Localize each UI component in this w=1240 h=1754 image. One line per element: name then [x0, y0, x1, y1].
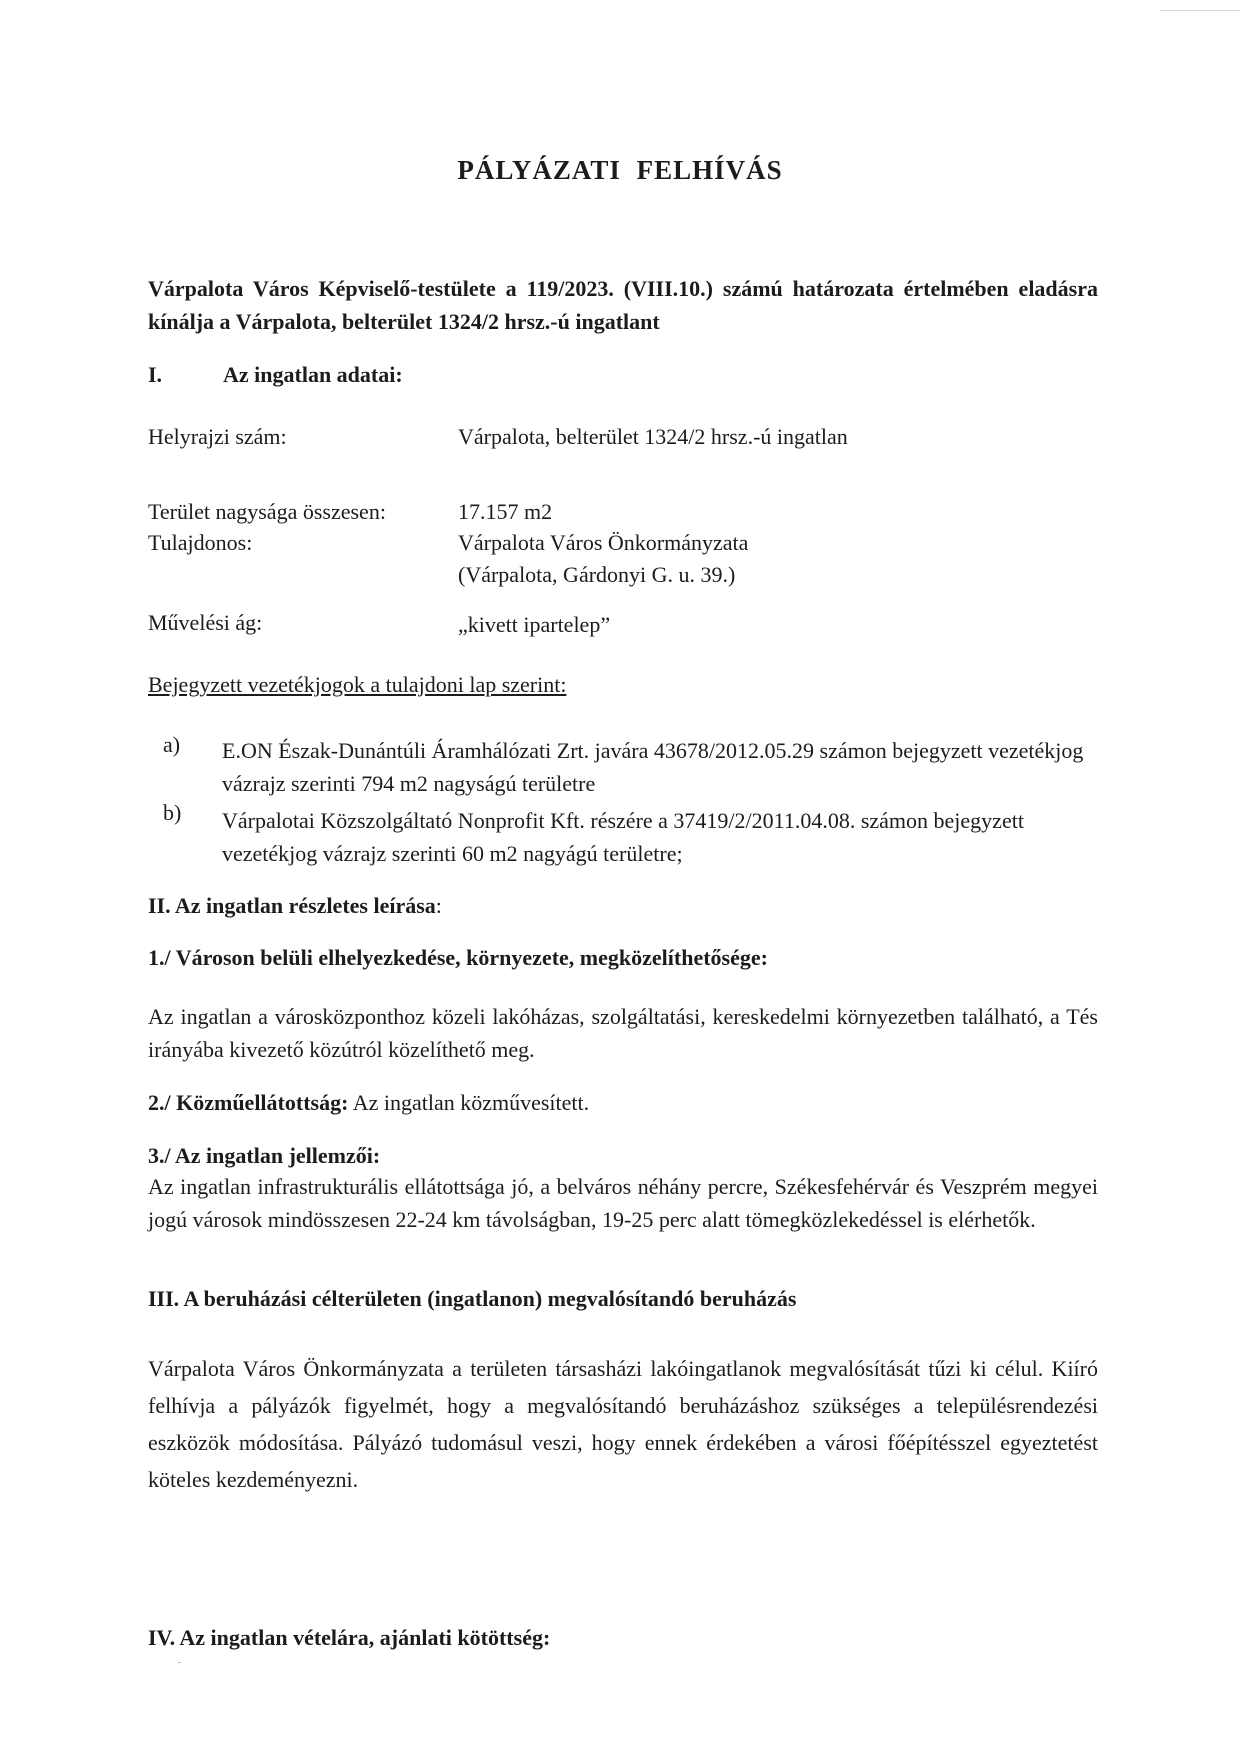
easement-a-marker: a)	[163, 732, 181, 757]
parcel-number-label: Helyrajzi szám:	[148, 424, 287, 449]
section-2-sub2	[148, 1090, 589, 1116]
section-2-sub1-title: 1./ Városon belüli elhelyezkedése, környezete, megközelíthetősége:	[148, 945, 768, 970]
easement-b-marker: b)	[163, 800, 182, 825]
document-title: PÁLYÁZATI FELHÍVÁS	[457, 155, 783, 185]
scan-speck	[178, 1662, 181, 1663]
section-2-sub3-text: Az ingatlan infrastrukturális ellátottsága jó, a belváros néhány percre, Székesfehérvár és Veszprém megyei jogú városok mindösszesen 22-24 km távolságban, 19-25 perc alatt tömegközlekedéssel is elérhetők.	[148, 1174, 1098, 1232]
easement-a-text: E.ON Észak-Dunántúli Áramhálózati Zrt. javára 43678/2012.05.29 számon bejegyzett vezetékjog vázrajz szerinti 794 m2 nagyságú területre	[222, 738, 1084, 796]
cultivation-label: Művelési ág:	[148, 610, 263, 635]
parcel-number-value: Várpalota, belterület 1324/2 hrsz.-ú ingatlan	[458, 424, 848, 449]
section-2-sub2-text: Az ingatlan közművesített.	[348, 1090, 590, 1115]
owner-value: Várpalota Város Önkormányzata	[458, 530, 749, 555]
area-label: Terület nagysága összesen:	[148, 499, 386, 524]
section-2-title	[148, 893, 442, 919]
easement-b-text: Várpalotai Közszolgáltató Nonprofit Kft. részére a 37419/2/2011.04.08. számon bejegyzett vezetékjog vázrajz szerinti 60 m2 nagyágú területre;	[222, 808, 1024, 866]
section-2-sub2-title: 2./ Közműellátottság:	[148, 1090, 349, 1115]
section-2-title-colon: :	[435, 893, 442, 918]
section-3-text: Várpalota Város Önkormányzata a területen társasházi lakóingatlanok megvalósítását tűzi ki célul. Kiíró felhívja a pályázók figyelmét, hogy a megvalósítandó beruházáshoz szükséges a településrendezési eszközök módosítása. Pályázó tudomásul veszi, hogy ennek érdekében a városi főépítésszel egyeztetést köteles kezdeményezni.	[148, 1356, 1098, 1492]
section-1-number: I.	[148, 362, 163, 387]
scan-edge-line	[1160, 10, 1240, 11]
owner-label: Tulajdonos:	[148, 530, 253, 555]
cultivation-value: „kivett ipartelep”	[458, 612, 611, 637]
section-1-title: Az ingatlan adatai:	[223, 362, 403, 387]
owner-address: (Várpalota, Gárdonyi G. u. 39.)	[458, 562, 736, 587]
section-2-title-bold: II. Az ingatlan részletes leírása	[148, 893, 436, 918]
easements-heading: Bejegyzett vezetékjogok a tulajdoni lap szerint:	[148, 672, 567, 697]
section-2-sub1-text: Az ingatlan a városközponthoz közeli lakóházas, szolgáltatási, kereskedelmi környezetben található, a Tés irányába kivezető közútról közelíthető meg.	[148, 1004, 1098, 1062]
intro-paragraph: Várpalota Város Képviselő-testülete a 119/2023. (VIII.10.) számú határozata értelmében eladásra kínálja a Várpalota, belterület 1324/2 hrsz.-ú ingatlant	[148, 276, 1098, 334]
section-4-title: IV. Az ingatlan vételára, ajánlati kötöttség:	[148, 1625, 551, 1650]
area-value: 17.157 m2	[458, 499, 553, 524]
section-3-title: III. A beruházási célterületen (ingatlanon) megvalósítandó beruházás	[148, 1286, 797, 1311]
section-2-sub3-title: 3./ Az ingatlan jellemzői:	[148, 1143, 381, 1168]
